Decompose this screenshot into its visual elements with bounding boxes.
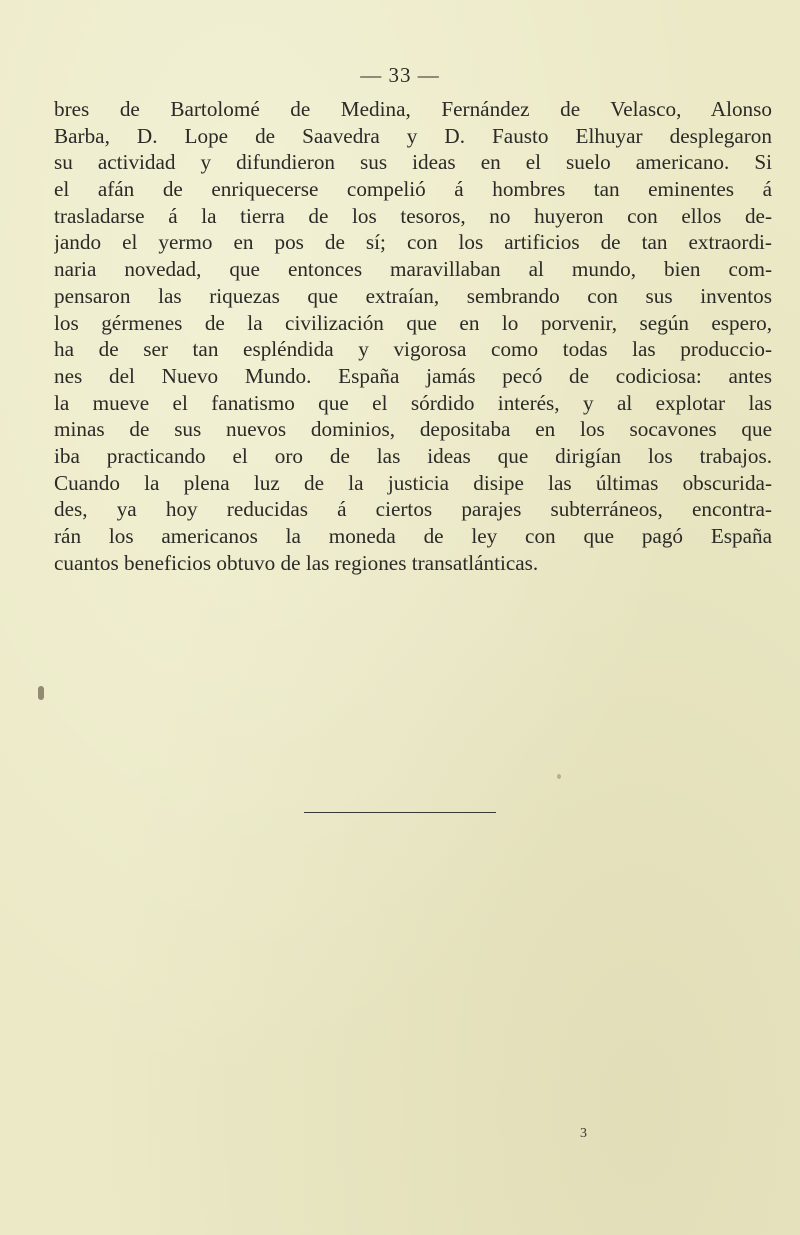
text-line: des, ya hoy reducidas á ciertos parajes subterráneos, encontra- (54, 497, 772, 522)
text-line: Cuando la plena luz de la justicia disipe las últimas obscurida- (54, 470, 772, 495)
text-line: minas de sus nuevos dominios, depositaba en los socavones que (54, 417, 772, 442)
text-line: trasladarse á la tierra de los tesoros, no huyeron con ellos de- (54, 203, 772, 228)
page-number: — 33 — (360, 63, 440, 87)
section-end-rule (304, 812, 496, 813)
text-line: cuantos beneficios obtuvo de las regiones transatlánticas. (54, 550, 539, 575)
ink-blemish (38, 686, 44, 700)
text-line: iba practicando el oro de las ideas que dirigían los trabajos. (54, 443, 772, 468)
signature-mark: 3 (580, 1126, 587, 1141)
ink-blemish (557, 774, 561, 779)
text-line: los gérmenes de la civilización que en lo porvenir, según espero, (54, 310, 772, 335)
text-line: rán los americanos la moneda de ley con que pagó España (54, 524, 772, 548)
text-line: Barba, D. Lope de Saavedra y D. Fausto Elhuyar desplegaron (54, 123, 772, 148)
text-line: su actividad y difundieron sus ideas en el suelo americano. Si (54, 150, 772, 175)
text-line: naria novedad, que entonces maravillaban al mundo, bien com- (54, 257, 772, 282)
text-line: ha de ser tan espléndida y vigorosa como todas las produccio- (54, 337, 772, 362)
body-paragraph (54, 96, 772, 576)
text-line: la mueve el fanatismo que el sórdido interés, y al explotar las (54, 390, 772, 415)
text-line: pensaron las riquezas que extraían, sembrando con sus inventos (54, 283, 772, 308)
text-line: nes del Nuevo Mundo. España jamás pecó de codiciosa: antes (54, 363, 772, 388)
text-line: jando el yermo en pos de sí; con los artificios de tan extraordi- (54, 230, 772, 255)
text-line: el afán de enriquecerse compelió á hombres tan eminentes á (54, 177, 772, 202)
text-line: bres de Bartolomé de Medina, Fernández de Velasco, Alonso (54, 97, 772, 121)
